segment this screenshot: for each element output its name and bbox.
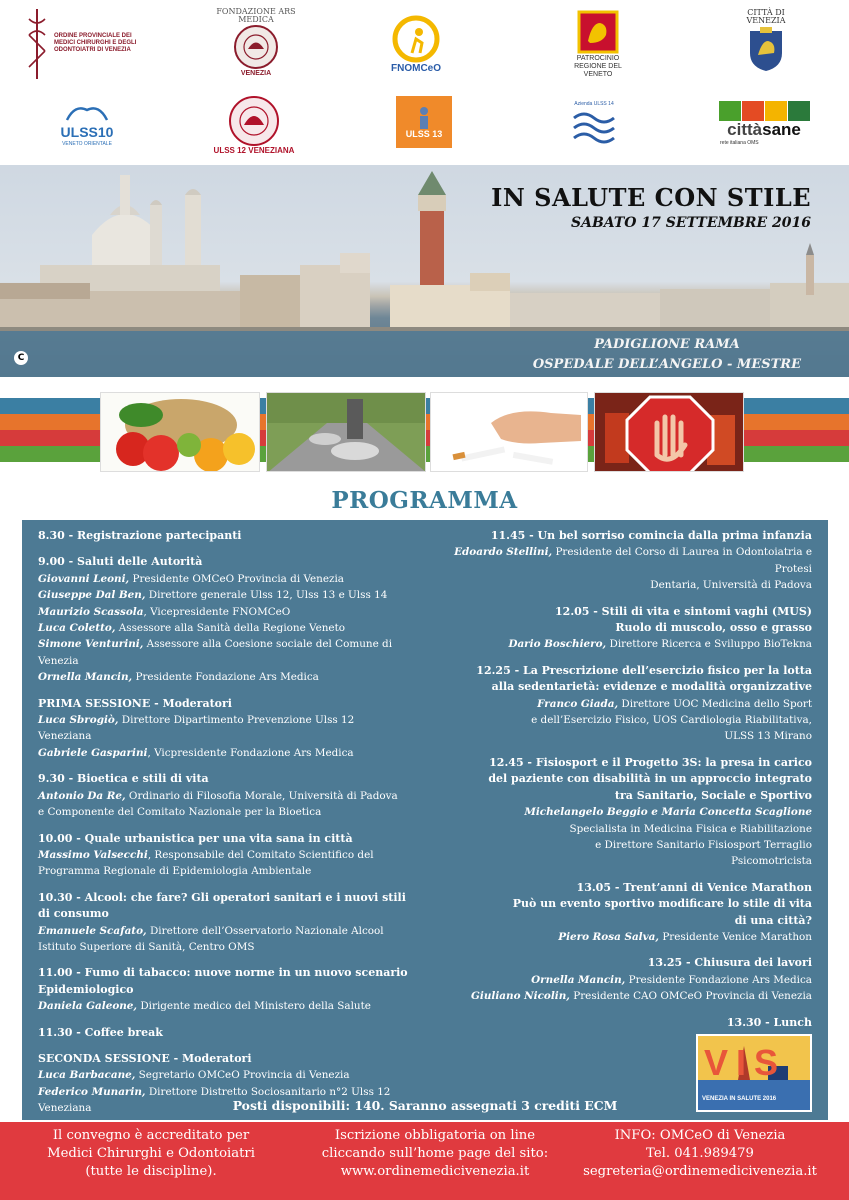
photo-running [266,392,426,472]
color-stripes-right [748,392,849,470]
program-session-heading: 12.25 - La Prescrizione dell’esercizio fisico per la lotta [476,663,812,677]
program-block [38,1025,408,1041]
program-speaker-line [38,636,408,669]
speaker-role: Istituto Superiore di Sanità, Centro OMS [38,940,255,953]
footer-registration-line: cliccando sull’home page del sito: [321,1146,549,1161]
program-session-heading: PRIMA SESSIONE - Moderatori [38,696,232,710]
speaker-role: Ordinario di Filosofia Morale, Università di Padova [125,789,398,802]
fnomceo-icon [392,15,440,63]
ulss14-label: Azienda ULSS 14 [574,101,614,107]
speaker-name: Ornella Mancin, [531,973,626,986]
fnomceo-logo [380,8,452,80]
speaker-role: Segretario OMCeO Provincia di Venezia [135,1069,350,1082]
ars-medica-logo [216,4,296,82]
program-speaker-line [38,587,408,603]
speaker-role: Dirigente medico del Ministero della Salute [137,1000,371,1013]
program-block [424,1015,812,1031]
footer-accreditation-line: Medici Chirurghi e Odontoiatri [47,1146,255,1161]
program-block [424,955,812,1004]
program-session-heading: Può un evento sportivo modificare lo stile di vita [512,897,812,911]
footer-accreditation [26,1127,276,1181]
photo-cigarette [430,392,588,472]
ulss12-seal-icon [228,95,280,147]
program-block [38,528,408,544]
winged-lion-icon [65,102,109,124]
patrocinio-label: PATROCINIO [576,55,620,62]
program-session-heading: 11.00 - Fumo di tabacco: nuove norme in un nuovo scenario Epidemiologico [38,966,408,996]
program-session-heading: di una città? [734,913,812,927]
footer-info [572,1127,828,1181]
program-session-heading: 12.05 - Stili di vita e sintomi vaghi (MUS) [555,604,812,618]
speaker-role: , Responsabile del Comitato Scientifico del [147,848,374,861]
footer-accreditation-line: Il convegno è accreditato per [52,1128,250,1143]
fnomceo-label: FNOMCeO [391,62,441,74]
program-speaker-line [424,837,812,853]
speaker-name: Maurizio Scassola [38,605,144,618]
posti-disponibili: Posti disponibili: 140. Saranno assegnati 3 crediti ECM [232,1098,618,1113]
program-speaker-line [38,669,408,685]
speaker-name: Emanuele Scafato, [38,924,147,937]
program-right-column [424,528,812,1041]
program-block [424,880,812,946]
speaker-name: Michelangelo Beggio e Maria Concetta Scaglione [524,806,812,819]
copyright-icon: C [14,351,28,365]
program-session-heading: 9.30 - Bioetica e stili di vita [38,772,209,786]
speaker-name: Giuseppe Dal Ben, [38,589,146,602]
venue-line-1: PADIGLIONE RAMA [594,337,740,352]
speaker-role: Presidente del Corso di Laurea in Odontoiatria e Protesi [552,546,812,575]
speaker-name: Daniela Galeone, [38,1000,138,1013]
program-speaker-line [38,939,408,955]
venice-hero-image [0,165,849,377]
ulss10-logo [46,96,128,154]
event-title: IN SALUTE CON STILE [491,183,811,212]
speaker-role: Presidente OMCeO Provincia di Venezia [129,572,344,585]
ulss13-label: ULSS 13 [405,129,443,139]
ulss10-label: ULSS10 [60,124,114,140]
speaker-name: Federico Munarin, [38,1085,146,1098]
program-speaker-line [424,972,812,988]
program-block [38,965,408,1014]
speaker-role: Presidente Venice Marathon [659,930,812,943]
regione-veneto-logo [560,6,636,82]
sponsor-logos [0,0,849,165]
fruit-icon [101,393,260,472]
program-session-heading: Ruolo di muscolo, osso e grasso [615,621,812,635]
waves-icon [570,108,618,148]
program-left-column [38,528,408,1127]
program-speaker-line [38,923,408,939]
ulss10-sub: VENETO ORIENTALE [62,141,112,147]
stripe-right-green [748,446,849,462]
omceo-label: ORDINE PROVINCIALE DEI MEDICI CHIRURGHI E DEGLI ODONTOIATRI DI VENEZIA [54,32,137,53]
event-date: SABATO 17 SETTEMBRE 2016 [570,215,811,231]
cittasane-sub: rete italiana OMS [720,140,759,146]
vis-caption: VENEZIA IN SALUTE 2016 [702,1096,777,1102]
program-session-heading: 8.30 - Registrazione partecipanti [38,529,242,542]
program-session-heading: 11.30 - Coffee break [38,1025,163,1039]
ars-medica-sub: VENEZIA [240,70,272,77]
speaker-name: Dario Boschiero, [508,638,607,651]
program-speaker-line [424,544,812,577]
speaker-role: Direttore Ricerca e Sviluppo BioTekna [606,638,812,651]
person-icon [414,106,434,130]
program-panel [22,520,828,1120]
speaker-role: e Componente del Comitato Nazionale per la Bioetica [38,806,322,819]
ulss12-label: ULSS 12 VENEZIANA [213,146,295,155]
program-session-heading: tra Sanitario, Sociale e Sportivo [614,788,812,802]
cittasane-logo [716,98,812,150]
program-speaker-line [424,988,812,1004]
program-speaker-line [38,804,408,820]
speaker-role: Specialista in Medicina Fisica e Riabilitazione [569,822,812,835]
event-venue [533,335,801,375]
footer-email-link[interactable]: segreteria@ordinemedicivenezia.it [583,1164,817,1179]
speaker-role: Presidente Fondazione Ars Medica [132,671,319,684]
program-speaker-line [38,847,408,863]
footer-phone[interactable]: Tel. 041.989479 [646,1146,754,1161]
speaker-name: Piero Rosa Salva, [558,930,660,943]
program-speaker-line [38,745,408,761]
program-speaker-line [424,696,812,712]
program-block [424,755,812,870]
program-speaker-line [38,863,408,879]
programma-heading: PROGRAMMA [331,487,518,514]
running-shoes-icon [267,393,426,472]
program-block [424,604,812,653]
photo-fruit [100,392,260,472]
ulss13-logo [396,96,452,148]
stripe-right-blue [748,398,849,414]
ulss12-logo [200,90,308,160]
speaker-role: Direttore UOC Medicina dello Sport [618,697,812,710]
speaker-name: Giuliano Nicolin, [471,990,570,1003]
city-shield-icon [746,25,786,73]
speaker-role: , Vicepresidente FNOMCeO [143,605,291,618]
speaker-role: , Vicpresidente Fondazione Ars Medica [147,746,354,759]
vis-letters: VIS [704,1042,787,1083]
speaker-role: Programma Regionale di Epidemiologia Ambientale [38,865,312,878]
footer-accreditation-line: (tutte le discipline). [85,1164,217,1179]
program-session-heading: 10.30 - Alcool: che fare? Gli operatori sanitari e i nuovi stili di consumo [38,890,406,921]
speaker-role: Direttore generale Ulss 12, Ulss 13 e Ulss 14 [145,589,388,602]
program-session-heading: 11.45 - Un bel sorriso comincia dalla prima infanzia [490,529,812,542]
program-speaker-line [38,788,408,804]
program-speaker-line [38,571,408,587]
program-session-heading: 10.00 - Quale urbanistica per una vita sana in città [38,831,353,845]
program-block [38,831,408,880]
speaker-name: Luca Sbrogiò, [38,714,119,727]
speaker-role: Direttore dell’Osservatorio Nazionale Alcool [146,924,384,937]
program-speaker-line [424,636,812,652]
program-block [424,663,812,745]
program-speaker-line [38,712,408,745]
venue-line-2: OSPEDALE DELL’ANGELO - MESTRE [532,357,801,372]
stripe-right-orange [748,414,849,430]
speaker-role: Assessore alla Sanità della Regione Veneto [115,622,346,635]
program-block [38,890,408,956]
speaker-name: Luca Barbacane, [38,1069,136,1082]
ulss14-logo [568,98,620,150]
program-speaker-line [424,804,812,820]
footer-registration [300,1127,570,1181]
speaker-role: Direttore Distretto Sociosanitario n°2 Ulss 12 Veneziana [38,1085,391,1115]
speaker-role: Psicomotricista [731,855,812,868]
speaker-role: e Direttore Sanitario Fisiosport Terraglio [595,838,812,851]
stripe-right-red [748,430,849,446]
footer-info-line: INFO: OMCeO di Venezia [614,1128,786,1143]
photo-alcohol-stop [594,392,744,472]
citta-venezia-logo [738,2,794,80]
program-session-heading: del paziente con disabilità in un approccio integrato [488,772,812,786]
program-session-heading: SECONDA SESSIONE - Moderatori [38,1051,252,1065]
speaker-role: e dell’Esercizio Fisico, UOS Cardiologia Riabilitativa, [531,714,812,727]
program-speaker-line [38,1067,408,1083]
program-speaker-line [424,712,812,728]
program-block [38,771,408,820]
cittasane-word-2: sane [762,120,801,139]
seal-icon [233,24,279,70]
lion-shield-icon [576,9,620,55]
regione-label: REGIONE DEL VENETO [574,63,622,78]
speaker-role: Presidente Fondazione Ars Medica [625,973,812,986]
program-block [38,696,408,762]
footer-registration-line: Iscrizione obbligatoria on line [334,1128,536,1143]
footer [0,1122,849,1200]
program-session-heading: 13.30 - Lunch [726,1015,812,1029]
speaker-role: Presidente CAO OMCeO Provincia di Venezia [569,990,812,1003]
speaker-role: ULSS 13 Mirano [724,730,812,743]
program-session-heading: 12.45 - Fisiosport e il Progetto 3S: la presa in carico [489,755,812,769]
footer-website-link[interactable]: www.ordinemedicivenezia.it [340,1164,530,1179]
program-speaker-line [38,604,408,620]
program-block [38,554,408,685]
speaker-name: Antonio Da Re, [38,789,126,802]
broken-cigarette-icon [431,393,588,472]
citta-venezia-label: VENEZIA [746,16,786,25]
speaker-name: Edoardo Stellini, [454,546,553,559]
cittasane-tiles [719,101,810,121]
speaker-name: Simone Venturini, [38,638,144,651]
program-speaker-line [424,821,812,837]
ars-medica-label: FONDAZIONE ARS MEDICA [216,7,296,24]
program-block [424,528,812,594]
program-speaker-line [424,853,812,869]
speaker-name: Gabriele Gasparini [38,746,148,759]
program-session-heading: 13.05 - Trent’anni di Venice Marathon [576,880,812,894]
speaker-role: Dentaria, Università di Padova [650,579,812,592]
speaker-name: Giovanni Leoni, [38,572,130,585]
stop-hand-icon [595,393,744,472]
citta-di-label: CITTÀ DI [747,8,785,17]
omceo-logo [22,4,152,82]
program-session-heading: alla sedentarietà: evidenze e modalità organizzative [491,680,812,694]
program-speaker-line [424,728,812,744]
speaker-role: Direttore Dipartimento Prevenzione Ulss 12 Veneziana [38,714,355,743]
speaker-name: Massimo Valsecchi [38,848,148,861]
speaker-name: Luca Coletto, [38,622,116,635]
cittasane-word-1: città [727,120,763,139]
speaker-name: Franco Giada, [537,697,619,710]
program-speaker-line [424,929,812,945]
program-session-heading: 9.00 - Saluti delle Autorità [38,555,203,569]
caduceus-icon [24,5,50,81]
program-speaker-line [424,577,812,593]
speaker-name: Ornella Mancin, [38,671,133,684]
program-session-heading: 13.25 - Chiusura dei lavori [647,956,812,970]
program-speaker-line [38,620,408,636]
speaker-role: Assessore alla Coesione sociale del Comune di Venezia [38,638,393,667]
program-speaker-line [38,998,408,1014]
